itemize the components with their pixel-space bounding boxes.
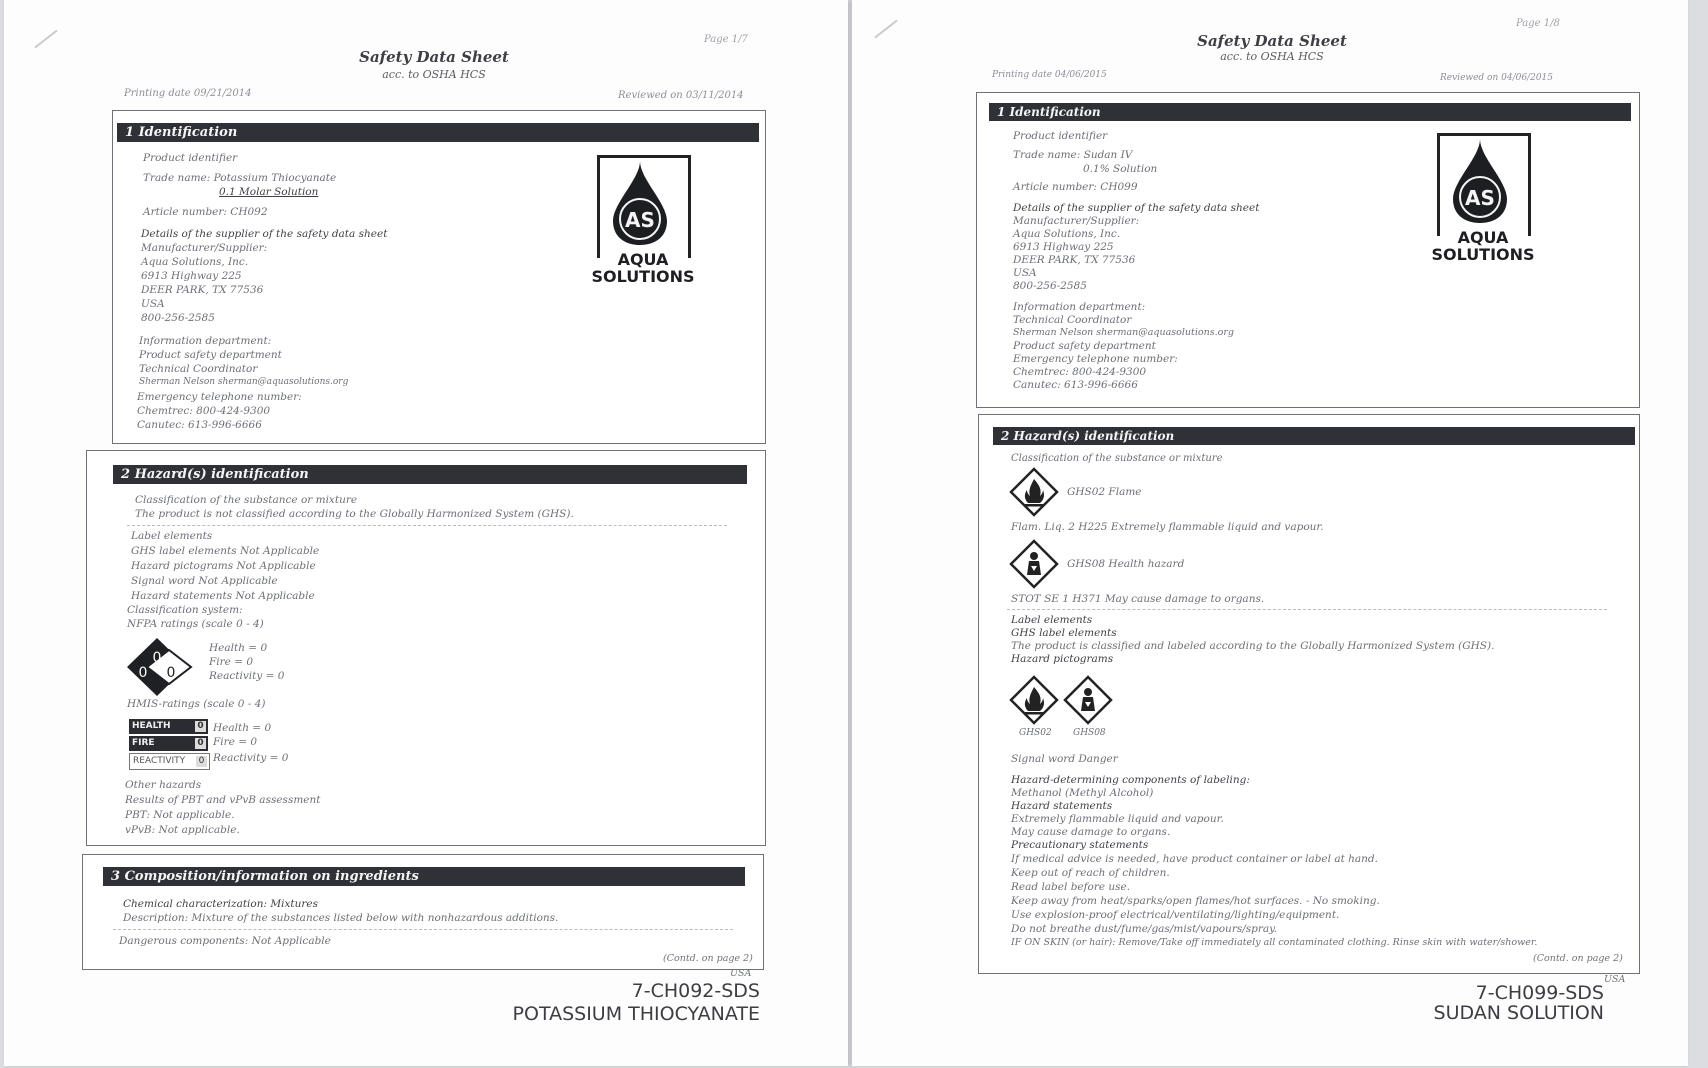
divider	[127, 525, 727, 526]
info-line: Technical Coordinator	[1013, 314, 1132, 326]
pictogram-code: GHS08	[1073, 728, 1106, 738]
dangerous-components: Dangerous components: Not Applicable	[119, 935, 331, 947]
page-label: Page 1/7	[704, 34, 748, 45]
chemical-characterization: Chemical characterization: Mixtures	[123, 898, 318, 910]
pbt-assessment: Results of PBT and vPvB assessment	[125, 794, 321, 806]
hmis-heading: HMIS-ratings (scale 0 - 4)	[127, 698, 266, 710]
nfpa-label: Fire = 0	[209, 656, 254, 668]
label-line: Signal word Not Applicable	[131, 575, 278, 587]
page-label: Page 1/8	[1516, 18, 1560, 29]
label-elements: Label elements	[1011, 614, 1093, 626]
manufacturer: Manufacturer/Supplier:	[141, 242, 268, 254]
article-number: Article number: CH092	[143, 206, 268, 218]
document-subtitle: acc. to OSHA HCS	[1220, 50, 1324, 63]
logo-line-1: AQUA	[1457, 228, 1509, 247]
printing-date: Printing date 09/21/2014	[124, 88, 252, 99]
address-line: DEER PARK, TX 77536	[1013, 254, 1136, 266]
logo-line-2: SOLUTIONS	[1431, 245, 1535, 264]
address-line: 800-256-2585	[141, 312, 215, 324]
pbt-line: PBT: Not applicable.	[125, 809, 235, 821]
trade-name: Trade name: Potassium Thiocyanate	[143, 172, 337, 184]
hazard-determining: Hazard-determining components of labeling:	[1011, 774, 1250, 786]
water-drop-icon	[1445, 137, 1515, 225]
logo-mark: AS	[1465, 186, 1495, 210]
info-line: Technical Coordinator	[139, 363, 258, 375]
other-hazards: Other hazards	[125, 779, 202, 791]
section-heading: 2 Hazard(s) identification	[113, 465, 747, 484]
hmis-row-label: REACTIVITY	[133, 756, 186, 766]
label-line: Classification system:	[127, 604, 243, 616]
sds-page-potassium-thiocyanate	[4, 0, 848, 1066]
product-name: POTASSIUM THIOCYANATE	[512, 1003, 760, 1025]
info-line: Product safety department	[139, 349, 282, 361]
health-hazard-icon	[1009, 539, 1059, 589]
nfpa-health-value: 0	[152, 650, 162, 666]
continued-note: (Contd. on page 2)	[663, 953, 753, 964]
trade-name-2: 0.1% Solution	[1083, 163, 1158, 175]
hmis-health	[129, 719, 208, 734]
address-line: Aqua Solutions, Inc.	[1013, 228, 1121, 240]
logo-line-2: SOLUTIONS	[591, 267, 695, 286]
statement-line: May cause damage to organs.	[1011, 826, 1171, 838]
section-identification	[976, 92, 1640, 408]
nfpa-label: Health = 0	[209, 642, 268, 654]
ghs-label-elements: GHS label elements	[1011, 627, 1117, 639]
label-line: NFPA ratings (scale 0 - 4)	[127, 618, 264, 630]
label-line: GHS label elements Not Applicable	[131, 545, 320, 557]
hmis-text: Health = 0	[213, 722, 272, 734]
hmis-text: Fire = 0	[213, 736, 258, 748]
section-heading: 3 Composition/information on ingredients	[103, 867, 745, 886]
document-title: Safety Data Sheet	[359, 48, 509, 66]
label-elements: Label elements	[131, 530, 213, 542]
document-title: Safety Data Sheet	[1197, 32, 1347, 50]
aqua-solutions-logo	[1423, 133, 1543, 263]
description: Description: Mixture of the substances listed below with nonhazardous additions.	[123, 912, 559, 924]
classification-text: The product is not classified according to the Globally Harmonized System (GHS).	[135, 508, 574, 520]
supplier-heading: Details of the supplier of the safety data sheet	[141, 228, 388, 240]
label-line: Hazard pictograms Not Applicable	[131, 560, 316, 572]
section-heading: 1 Identification	[117, 123, 759, 142]
product-identifier: Product identifier	[1013, 130, 1108, 142]
product-identifier: Product identifier	[143, 152, 238, 164]
precautionary-statements: Precautionary statements	[1011, 839, 1149, 851]
pictogram-code: GHS02	[1019, 728, 1052, 738]
precaution-line: Use explosion-proof electrical/ventilating/lighting/equipment.	[1011, 909, 1340, 921]
health-hazard-icon	[1063, 675, 1113, 725]
info-line: Product safety department	[1013, 340, 1156, 352]
trade-name: Trade name: Sudan IV	[1013, 149, 1133, 161]
health-hazard-text: STOT SE 1 H371 May cause damage to organs.	[1011, 593, 1265, 605]
hmis-reactivity	[129, 753, 210, 770]
hmis-row-value: 0	[195, 738, 206, 749]
hmis-row-label: FIRE	[132, 738, 155, 748]
info-line: Sherman Nelson sherman@aquasolutions.org	[1013, 327, 1234, 338]
info-department: Information department:	[1013, 301, 1146, 313]
address-line: Aqua Solutions, Inc.	[141, 256, 249, 268]
document-subtitle: acc. to OSHA HCS	[382, 68, 486, 81]
label-line: Hazard statements Not Applicable	[131, 590, 315, 602]
info-department: Information department:	[139, 335, 272, 347]
flame-hazard-text: Flam. Liq. 2 H225 Extremely flammable liquid and vapour.	[1011, 521, 1324, 533]
ghs-text: The product is classified and labeled according to the Globally Harmonized System (GHS).	[1011, 640, 1495, 652]
address-line: USA	[1013, 267, 1037, 279]
hmis-fire	[129, 736, 208, 751]
classification-heading: Classification of the substance or mixture	[135, 494, 358, 506]
emergency-line: Chemtrec: 800-424-9300	[1013, 366, 1147, 378]
hazard-statements: Hazard statements	[1011, 800, 1113, 812]
section-hazard-identification	[86, 450, 766, 846]
emergency-heading: Emergency telephone number:	[137, 391, 302, 403]
country: USA	[730, 968, 752, 979]
document-code: 7-CH099-SDS	[1475, 982, 1604, 1004]
sds-page-sudan-solution	[852, 0, 1688, 1066]
document-code: 7-CH092-SDS	[631, 980, 760, 1002]
trade-name-2: 0.1 Molar Solution	[219, 186, 319, 198]
precaution-line: Do not breathe dust/fume/gas/mist/vapours/spray.	[1011, 923, 1278, 935]
signal-word: Signal word Danger	[1011, 753, 1118, 765]
staple-mark	[874, 20, 897, 39]
precaution-line: Keep out of reach of children.	[1011, 867, 1170, 879]
flame-icon	[1009, 675, 1059, 725]
nfpa-fire-value: 0	[138, 665, 148, 681]
precaution-line: Read label before use.	[1011, 881, 1131, 893]
nfpa-diamond-icon	[125, 636, 203, 698]
divider	[113, 929, 733, 930]
section-identification	[112, 110, 766, 444]
manufacturer: Manufacturer/Supplier:	[1013, 215, 1140, 227]
precaution-line: IF ON SKIN (or hair): Remove/Take off immediately all contaminated clothing. Rinse skin with water/shower.	[1011, 937, 1538, 948]
logo-mark: AS	[625, 208, 655, 232]
flame-icon	[1009, 467, 1059, 517]
emergency-line: Canutec: 613-996-6666	[1013, 379, 1138, 391]
emergency-line: Chemtrec: 800-424-9300	[137, 405, 271, 417]
address-line: DEER PARK, TX 77536	[141, 284, 264, 296]
address-line: USA	[141, 298, 165, 310]
country: USA	[1604, 974, 1626, 985]
reviewed-date: Reviewed on 03/11/2014	[618, 90, 744, 101]
logo-line-1: AQUA	[617, 250, 669, 269]
info-line: Sherman Nelson sherman@aquasolutions.org	[139, 377, 349, 387]
precaution-line: If medical advice is needed, have product container or label at hand.	[1011, 853, 1378, 865]
statement-line: Extremely flammable liquid and vapour.	[1011, 813, 1224, 825]
hmis-row-value: 0	[196, 756, 207, 767]
supplier-heading: Details of the supplier of the safety data sheet	[1013, 202, 1260, 214]
flame-label: GHS02 Flame	[1067, 486, 1142, 498]
address-line: 800-256-2585	[1013, 280, 1087, 292]
aqua-solutions-logo	[583, 155, 703, 285]
section-composition	[82, 854, 764, 970]
classification-heading: Classification of the substance or mixture	[1011, 453, 1223, 464]
hazard-pictograms: Hazard pictograms	[1011, 653, 1114, 665]
emergency-heading: Emergency telephone number:	[1013, 353, 1178, 365]
printing-date: Printing date 04/06/2015	[992, 70, 1107, 80]
section-heading: 2 Hazard(s) identification	[993, 427, 1635, 445]
precaution-line: Keep away from heat/sparks/open flames/hot surfaces. - No smoking.	[1011, 895, 1380, 907]
hmis-row-value: 0	[195, 721, 206, 732]
article-number: Article number: CH099	[1013, 181, 1138, 193]
address-line: 6913 Highway 225	[1013, 241, 1114, 253]
hmis-label	[129, 719, 210, 772]
staple-mark	[34, 30, 57, 49]
hmis-text: Reactivity = 0	[213, 752, 289, 764]
section-heading: 1 Identification	[989, 103, 1631, 121]
health-hazard-label: GHS08 Health hazard	[1067, 558, 1185, 570]
water-drop-icon	[605, 159, 675, 247]
hazard-determining-text: Methanol (Methyl Alcohol)	[1011, 787, 1154, 799]
continued-note: (Contd. on page 2)	[1533, 953, 1623, 964]
product-name: SUDAN SOLUTION	[1433, 1002, 1604, 1024]
nfpa-reactivity-value: 0	[166, 665, 176, 681]
section-hazard-identification	[978, 414, 1640, 974]
emergency-line: Canutec: 613-996-6666	[137, 419, 262, 431]
nfpa-label: Reactivity = 0	[209, 670, 285, 682]
hmis-row-label: HEALTH	[132, 721, 171, 731]
vpvb-line: vPvB: Not applicable.	[125, 824, 240, 836]
divider	[1007, 609, 1607, 610]
address-line: 6913 Highway 225	[141, 270, 242, 282]
reviewed-date: Reviewed on 04/06/2015	[1440, 73, 1553, 83]
